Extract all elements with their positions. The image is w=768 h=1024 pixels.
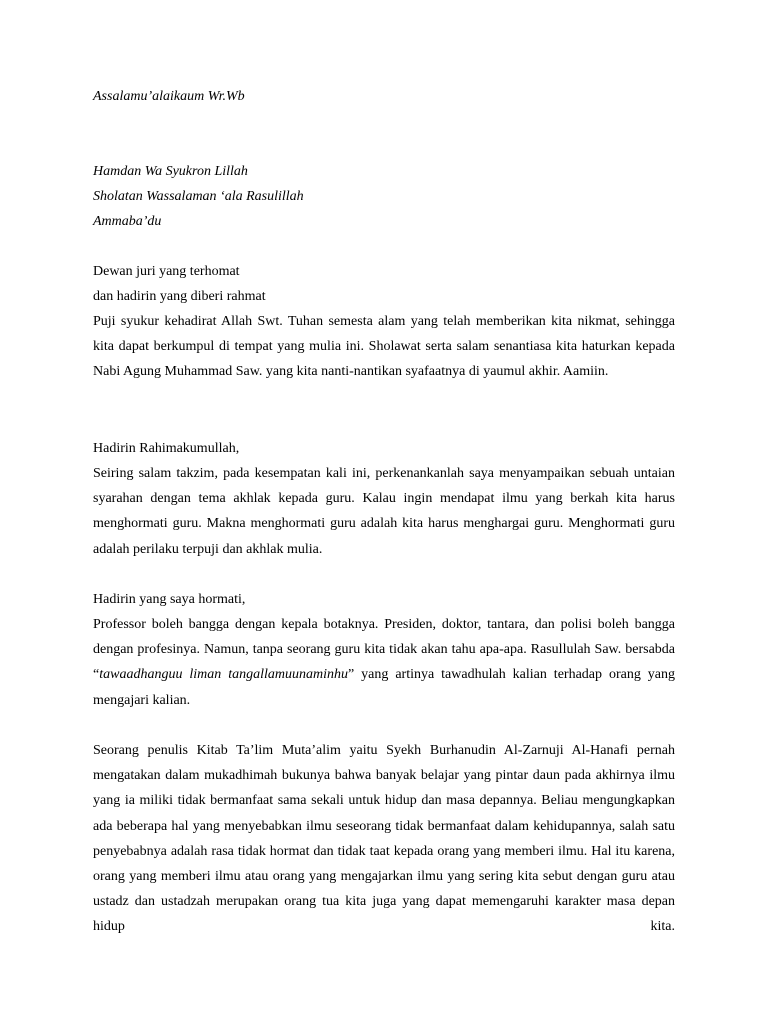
opening-paragraph: Puji syukur kehadirat Allah Swt. Tuhan semesta alam yang telah memberikan kita nikmat, sehingga kita dapat berkumpul di tempat yang mulia ini. Sholawat serta salam senantiasa kita haturkan kepada Nabi Agung Muhammad Saw. yang kita nanti-nantikan syafaatnya di yaumul akhir. Aamiin.: [93, 314, 675, 380]
sholatan-line: Sholatan Wassalaman ‘ala Rasulillah: [93, 189, 304, 204]
section-heading-hormati: Hadirin yang saya hormati,: [93, 592, 246, 607]
section-heading-rahimakumullah: Hadirin Rahimakumullah,: [93, 441, 240, 456]
greeting-line-1: Dewan juri yang terhomat: [93, 264, 240, 279]
hadith-quote: tawaadhanguu liman tangallamuunaminhu: [99, 667, 349, 683]
salam-opening: Assalamu’alaikaum Wr.Wb: [93, 89, 245, 104]
hadith-intro-text: Professor boleh bangga dengan kepala botaknya. Presiden, doktor, tantara, dan polisi boleh bangga dengan profesinya. Namun, tanpa seorang guru kita tidak akan tahu apa-apa. Rasullulah Saw. bersabda “: [93, 617, 675, 683]
hamdan-line: Hamdan Wa Syukron Lillah: [93, 164, 248, 179]
paragraph-hadith: [93, 612, 675, 713]
hadith-translation-text: ” yang artinya tawadhulah kalian terhadap orang yang mengajari kalian.: [93, 667, 675, 708]
paragraph-akhlak-guru: Seiring salam takzim, pada kesempatan kali ini, perkenankanlah saya menyampaikan sebuah untaian syarahan dengan tema akhlak kepada guru. Kalau ingin mendapat ilmu yang berkah kita harus menghormati guru. Makna menghormati guru adalah kita harus menghargai guru. Menghormati guru adalah perilaku terpuji dan akhlak mulia.: [93, 466, 675, 557]
greeting-line-2: dan hadirin yang diberi rahmat: [93, 289, 266, 304]
paragraph-kitab-talim: Seorang penulis Kitab Ta’lim Muta’alim yaitu Syekh Burhanudin Al-Zarnuji Al-Hanafi pernah mengatakan dalam mukadhimah bukunya bahwa banyak belajar yang pintar daun pada akhirnya ilmu yang ia miliki tidak bermanfaat sama sekali untuk hidup dan masa depannya. Beliau mengungkapkan ada beberapa hal yang menyebabkan ilmu seseorang tidak bermanfaat dalam kehidupannya, salah satu penyebabnya adalah rasa tidak hormat dan tidak taat kepada orang yang memberi ilmu. Hal itu karena, orang yang memberi ilmu atau orang yang mengajarkan ilmu yang sering kita sebut dengan guru atau ustadz dan ustadzah merupakan orang tua kita juga yang dapat memengaruhi karakter masa depan hidup kita.: [93, 743, 675, 935]
ammabadu-line: Ammaba’du: [93, 214, 162, 229]
